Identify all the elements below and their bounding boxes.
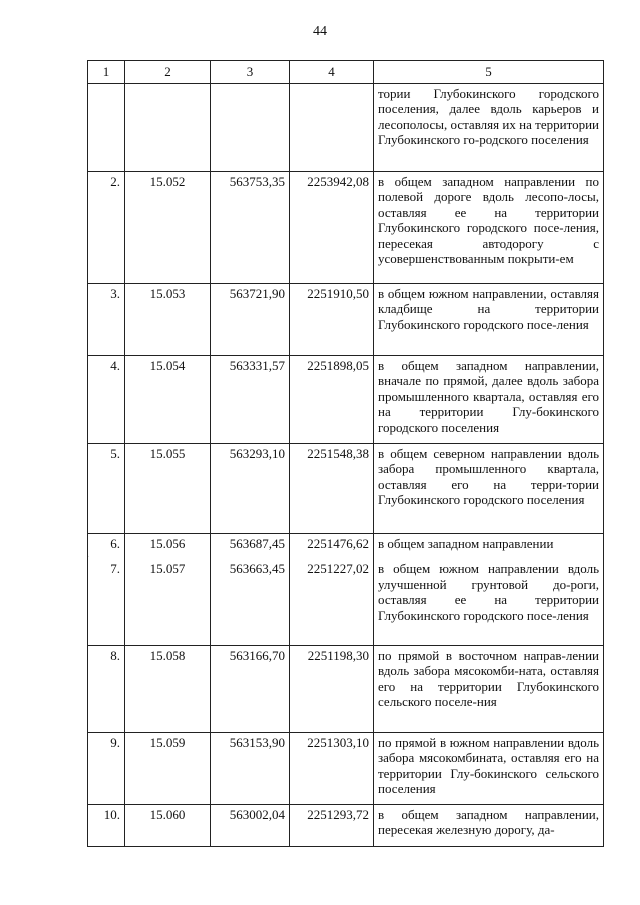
- row-number: 8.: [88, 645, 125, 732]
- point-code: 15.055: [125, 443, 211, 533]
- header-col-3: 3: [211, 61, 290, 84]
- boundary-description: в общем южном направлении, оставляя кладбище на территории Глубокинского городского посе-ления: [374, 283, 604, 355]
- row-number: 5.: [88, 443, 125, 533]
- coord-y: 2251227,02: [290, 559, 374, 645]
- boundary-description: в общем западном направлении, пересекая железную дорогу, да-: [374, 804, 604, 846]
- point-code: 15.054: [125, 355, 211, 443]
- boundary-description: по прямой в южном направлении вдоль забора мясокомбината, оставляя его на территории Глу-бокинского сельского поселения: [374, 732, 604, 804]
- coord-x: 563687,45: [211, 533, 290, 559]
- table-row: [88, 443, 604, 533]
- header-col-1: 1: [88, 61, 125, 84]
- table-row: [88, 804, 604, 846]
- table-row: [88, 645, 604, 732]
- table-row: [88, 283, 604, 355]
- boundary-description: в общем западном направлении, вначале по прямой, далее вдоль забора промышленного квартала, оставляя его на территории Глу-бокинского городского поселения: [374, 355, 604, 443]
- point-code: 15.052: [125, 171, 211, 283]
- coord-x: 563002,04: [211, 804, 290, 846]
- point-code: 15.056: [125, 533, 211, 559]
- coord-y: 2251198,30: [290, 645, 374, 732]
- page-number: 44: [313, 24, 327, 39]
- row-number: 6.: [88, 533, 125, 559]
- point-code: 15.059: [125, 732, 211, 804]
- coord-y: 2251293,72: [290, 804, 374, 846]
- header-col-2: 2: [125, 61, 211, 84]
- coord-y: 2251476,62: [290, 533, 374, 559]
- coord-x: 563663,45: [211, 559, 290, 645]
- point-code: 15.057: [125, 559, 211, 645]
- table-row: [88, 171, 604, 283]
- boundary-description: в общем западном направлении по полевой дороге вдоль лесопо-лосы, оставляя ее на территории Глубокинского городского посе-ления, пересекая автодорогу с усовершенствованным покрыти-ем: [374, 171, 604, 283]
- row-number: 9.: [88, 732, 125, 804]
- point-code: 15.060: [125, 804, 211, 846]
- coord-y: 2251898,05: [290, 355, 374, 443]
- boundary-description: в общем северном направлении вдоль забора промышленного квартала, оставляя его на терри-тории Глубокинского городского поселения: [374, 443, 604, 533]
- boundary-description: по прямой в восточном направ-лении вдоль забора мясокомби-ната, оставляя его на территории Глубокинского сельского поселе-ния: [374, 645, 604, 732]
- coord-y: 2253942,08: [290, 171, 374, 283]
- coord-x: 563153,90: [211, 732, 290, 804]
- point-code: [125, 83, 211, 171]
- table-row: [88, 533, 604, 559]
- header-col-5: 5: [374, 61, 604, 84]
- header-col-4: 4: [290, 61, 374, 84]
- coord-x: 563293,10: [211, 443, 290, 533]
- coord-x: 563721,90: [211, 283, 290, 355]
- boundary-description: в общем западном направлении: [374, 533, 604, 559]
- row-number: 4.: [88, 355, 125, 443]
- coord-y: 2251303,10: [290, 732, 374, 804]
- point-code: 15.058: [125, 645, 211, 732]
- row-number: 10.: [88, 804, 125, 846]
- row-number: 2.: [88, 171, 125, 283]
- margin-mark: ·: [86, 552, 90, 563]
- coord-y: 2251910,50: [290, 283, 374, 355]
- row-number: [88, 83, 125, 171]
- coord-y: 2251548,38: [290, 443, 374, 533]
- table-row: [88, 559, 604, 645]
- point-code: 15.053: [125, 283, 211, 355]
- row-number: 3.: [88, 283, 125, 355]
- table-row: [88, 355, 604, 443]
- coord-x: 563753,35: [211, 171, 290, 283]
- coord-y: [290, 83, 374, 171]
- coord-x: 563166,70: [211, 645, 290, 732]
- table-row: [88, 83, 604, 171]
- boundary-description: в общем южном направлении вдоль улучшенной грунтовой до-роги, оставляя ее на территории Глубокинского городского посе-ления: [374, 559, 604, 645]
- boundary-points-table: [87, 60, 604, 847]
- coord-x: 563331,57: [211, 355, 290, 443]
- row-number: 7.: [88, 559, 125, 645]
- coord-x: [211, 83, 290, 171]
- boundary-description: тории Глубокинского городского поселения, далее вдоль карьеров и лесополосы, оставляя их на территории Глубокинского го-родского поселения: [374, 83, 604, 171]
- table-header-row: [88, 61, 604, 84]
- table-row: [88, 732, 604, 804]
